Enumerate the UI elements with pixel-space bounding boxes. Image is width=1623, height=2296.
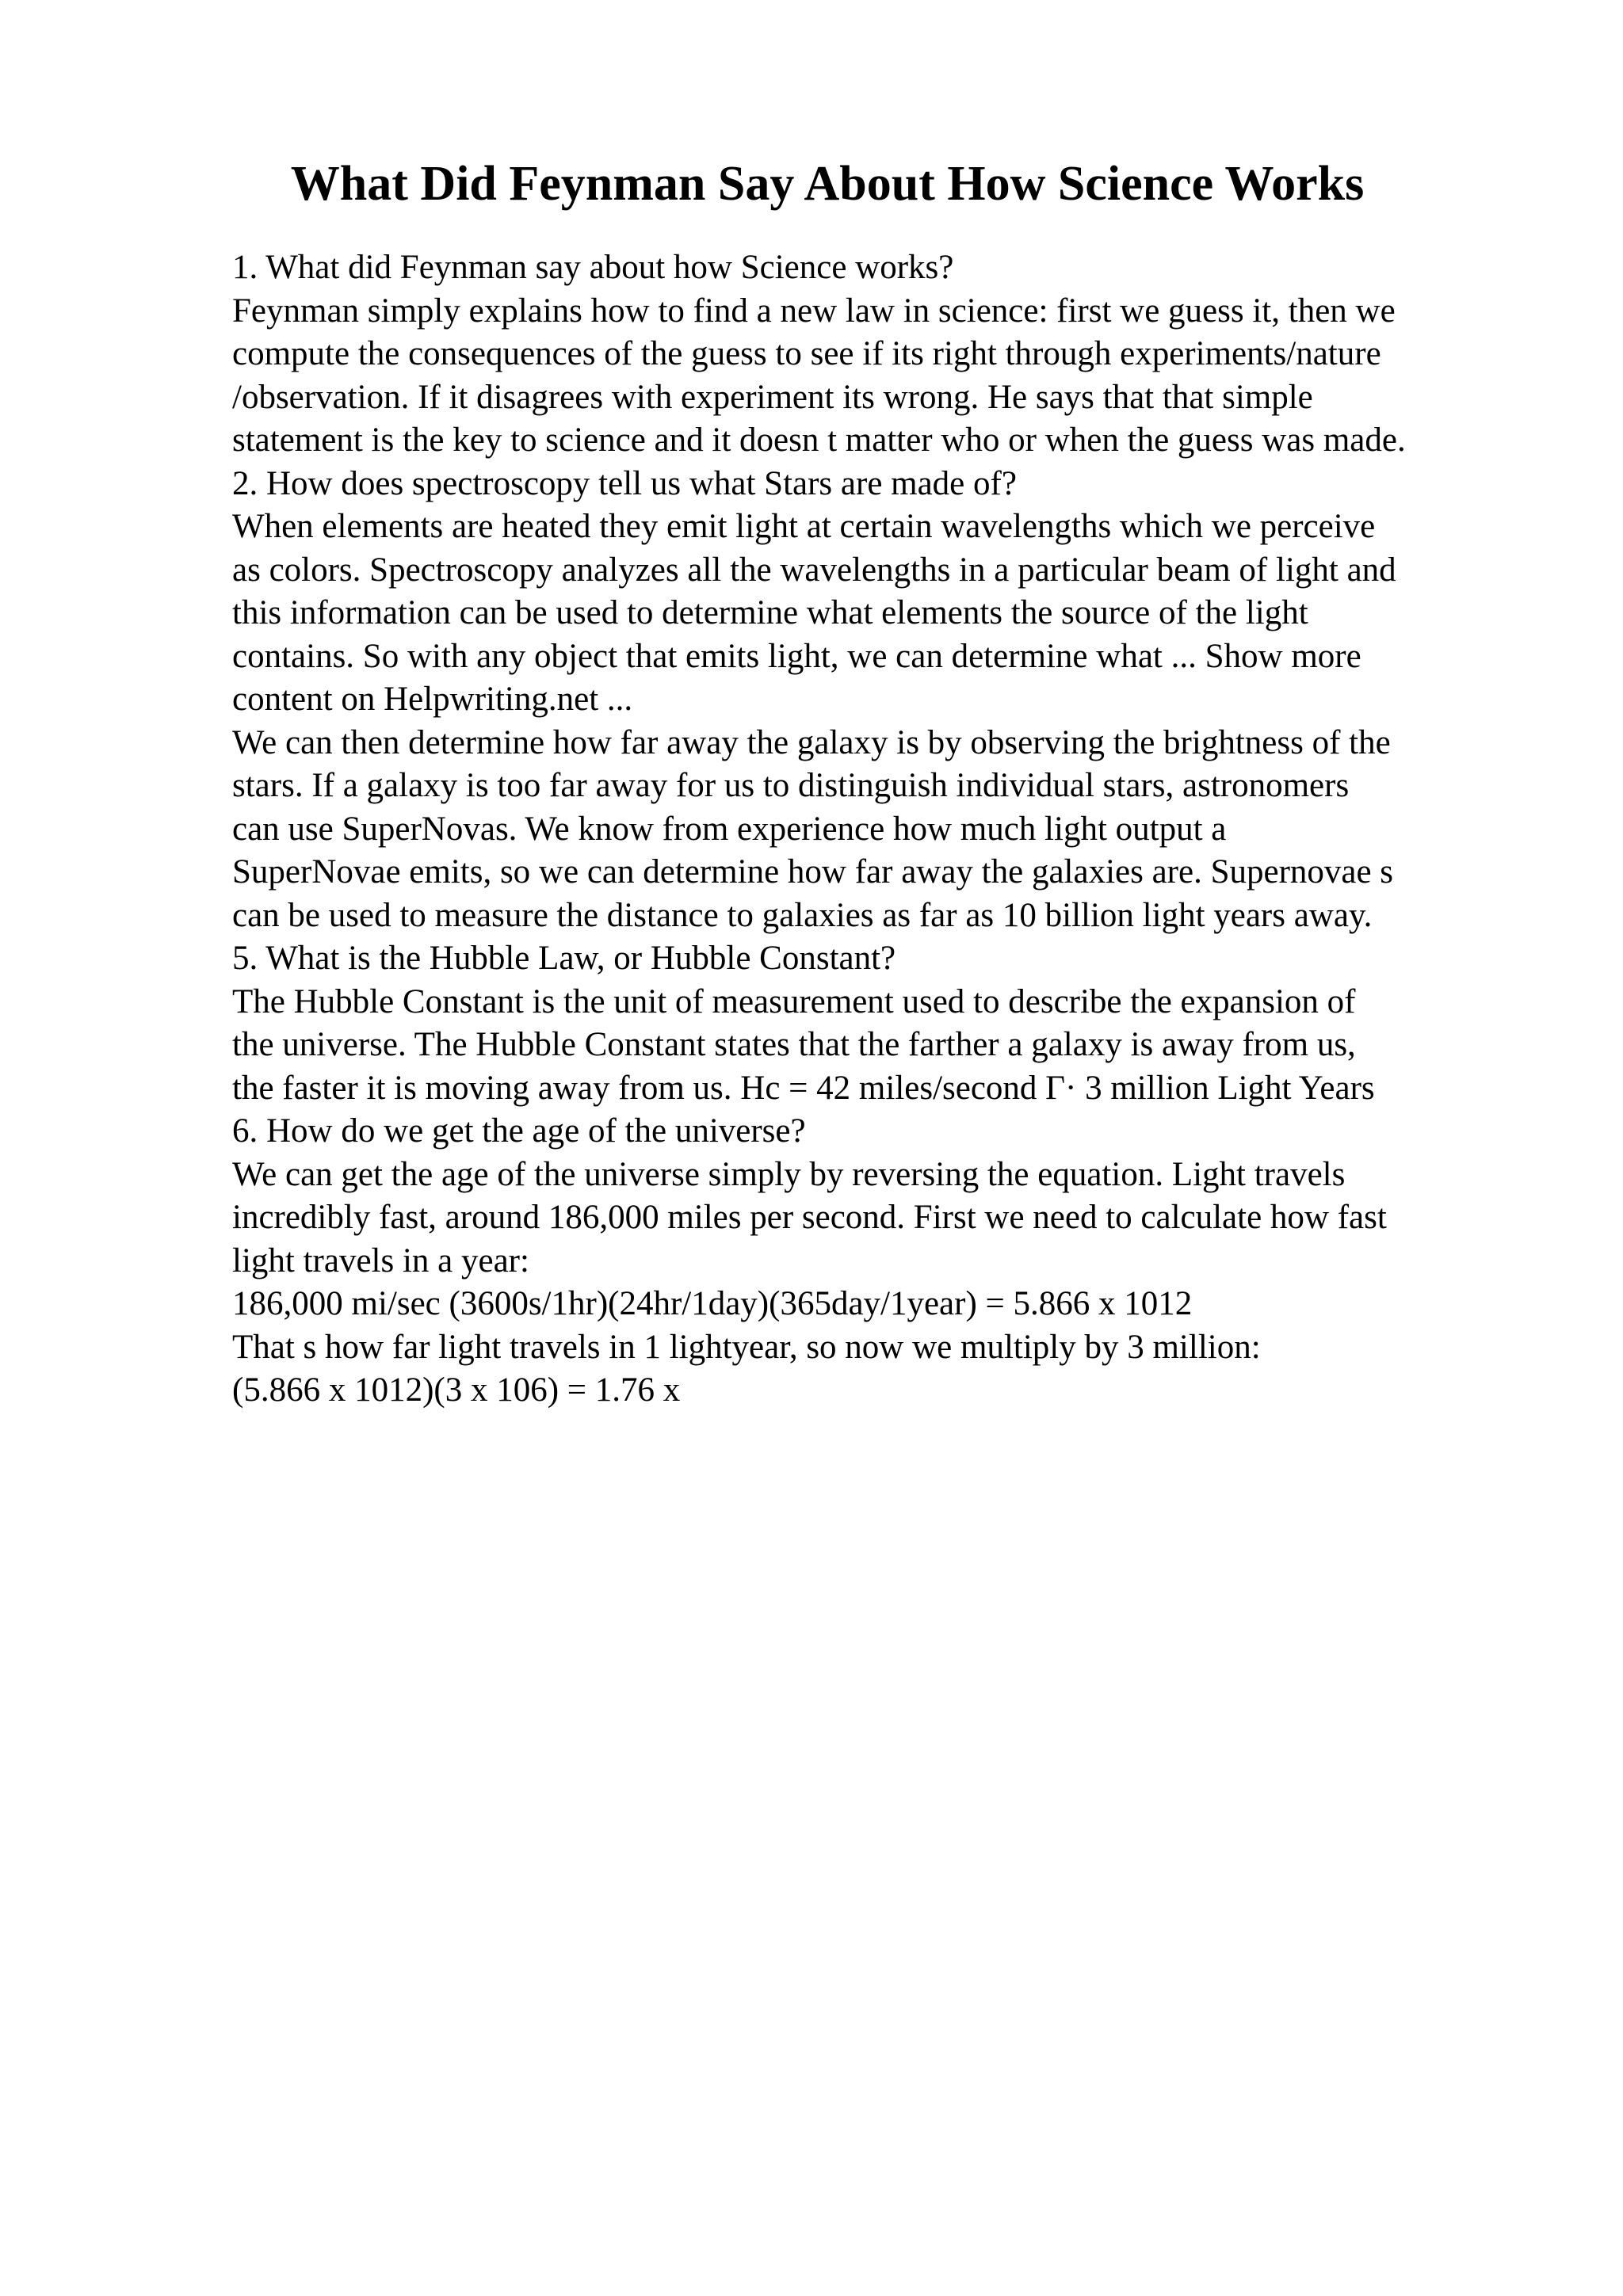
equation-line: 186,000 mi/sec (3600s/1hr)(24hr/1day)(365day/1year) = 5.866 x 1012 xyxy=(232,1285,1193,1322)
answer-5-line: The Hubble Constant is the unit of measurement used to describe the expansion of xyxy=(232,982,1356,1020)
answer-5-line: the faster it is moving away from us. Hc = 42 miles/second Г· 3 million Light Years xyxy=(232,1069,1375,1107)
answer-1-line: /observation. If it disagrees with experiment its wrong. He says that that simple xyxy=(232,378,1313,416)
answer-1-line: compute the consequences of the guess to see if its right through experiments/nature xyxy=(232,335,1381,372)
answer-6-line: That s how far light travels in 1 lightyear, so now we multiply by 3 million: xyxy=(232,1328,1261,1366)
answer-6-line: We can get the age of the universe simply by reversing the equation. Light travels xyxy=(232,1155,1346,1193)
paragraph-line: can be used to measure the distance to galaxies as far as 10 billion light years away. xyxy=(232,896,1373,934)
answer-2-line: When elements are heated they emit light at certain wavelengths which we perceive xyxy=(232,508,1376,545)
paragraph-line: can use SuperNovas. We know from experience how much light output a xyxy=(232,810,1227,848)
equation-line: (5.866 x 1012)(3 x 106) = 1.76 x xyxy=(232,1371,681,1409)
answer-1-line: statement is the key to science and it doesn t matter who or when the guess was made. xyxy=(232,421,1406,459)
answer-2-line: as colors. Spectroscopy analyzes all the wavelengths in a particular beam of light and xyxy=(232,551,1396,589)
question-6-heading: 6. How do we get the age of the universe? xyxy=(232,1112,806,1150)
question-5-heading: 5. What is the Hubble Law, or Hubble Constant? xyxy=(232,940,896,977)
answer-2-line: content on Helpwriting.net ... xyxy=(232,681,633,718)
paragraph-line: SuperNovae emits, so we can determine how far away the galaxies are. Supernovae s xyxy=(232,853,1394,891)
answer-2-line: this information can be used to determine what elements the source of the light xyxy=(232,594,1308,631)
document-body xyxy=(232,246,1595,1413)
paragraph-line: stars. If a galaxy is too far away for us to distinguish individual stars, astronomers xyxy=(232,767,1350,804)
page-title: What Did Feynman Say About How Science Works xyxy=(290,157,1365,211)
answer-1-line: Feynman simply explains how to find a new law in science: first we guess it, then we xyxy=(232,292,1396,330)
answer-5-line: the universe. The Hubble Constant states that the farther a galaxy is away from us, xyxy=(232,1026,1356,1063)
answer-6-line: light travels in a year: xyxy=(232,1241,529,1280)
question-1-heading: 1. What did Feynman say about how Science works? xyxy=(232,249,954,286)
question-2-heading: 2. How does spectroscopy tell us what Stars are made of? xyxy=(232,464,1017,502)
paragraph-line: We can then determine how far away the galaxy is by observing the brightness of the xyxy=(232,723,1391,761)
answer-6-line: incredibly fast, around 186,000 miles per second. First we need to calculate how fast xyxy=(232,1199,1387,1236)
answer-2-line: contains. So with any object that emits light, we can determine what ... Show more xyxy=(232,637,1361,675)
